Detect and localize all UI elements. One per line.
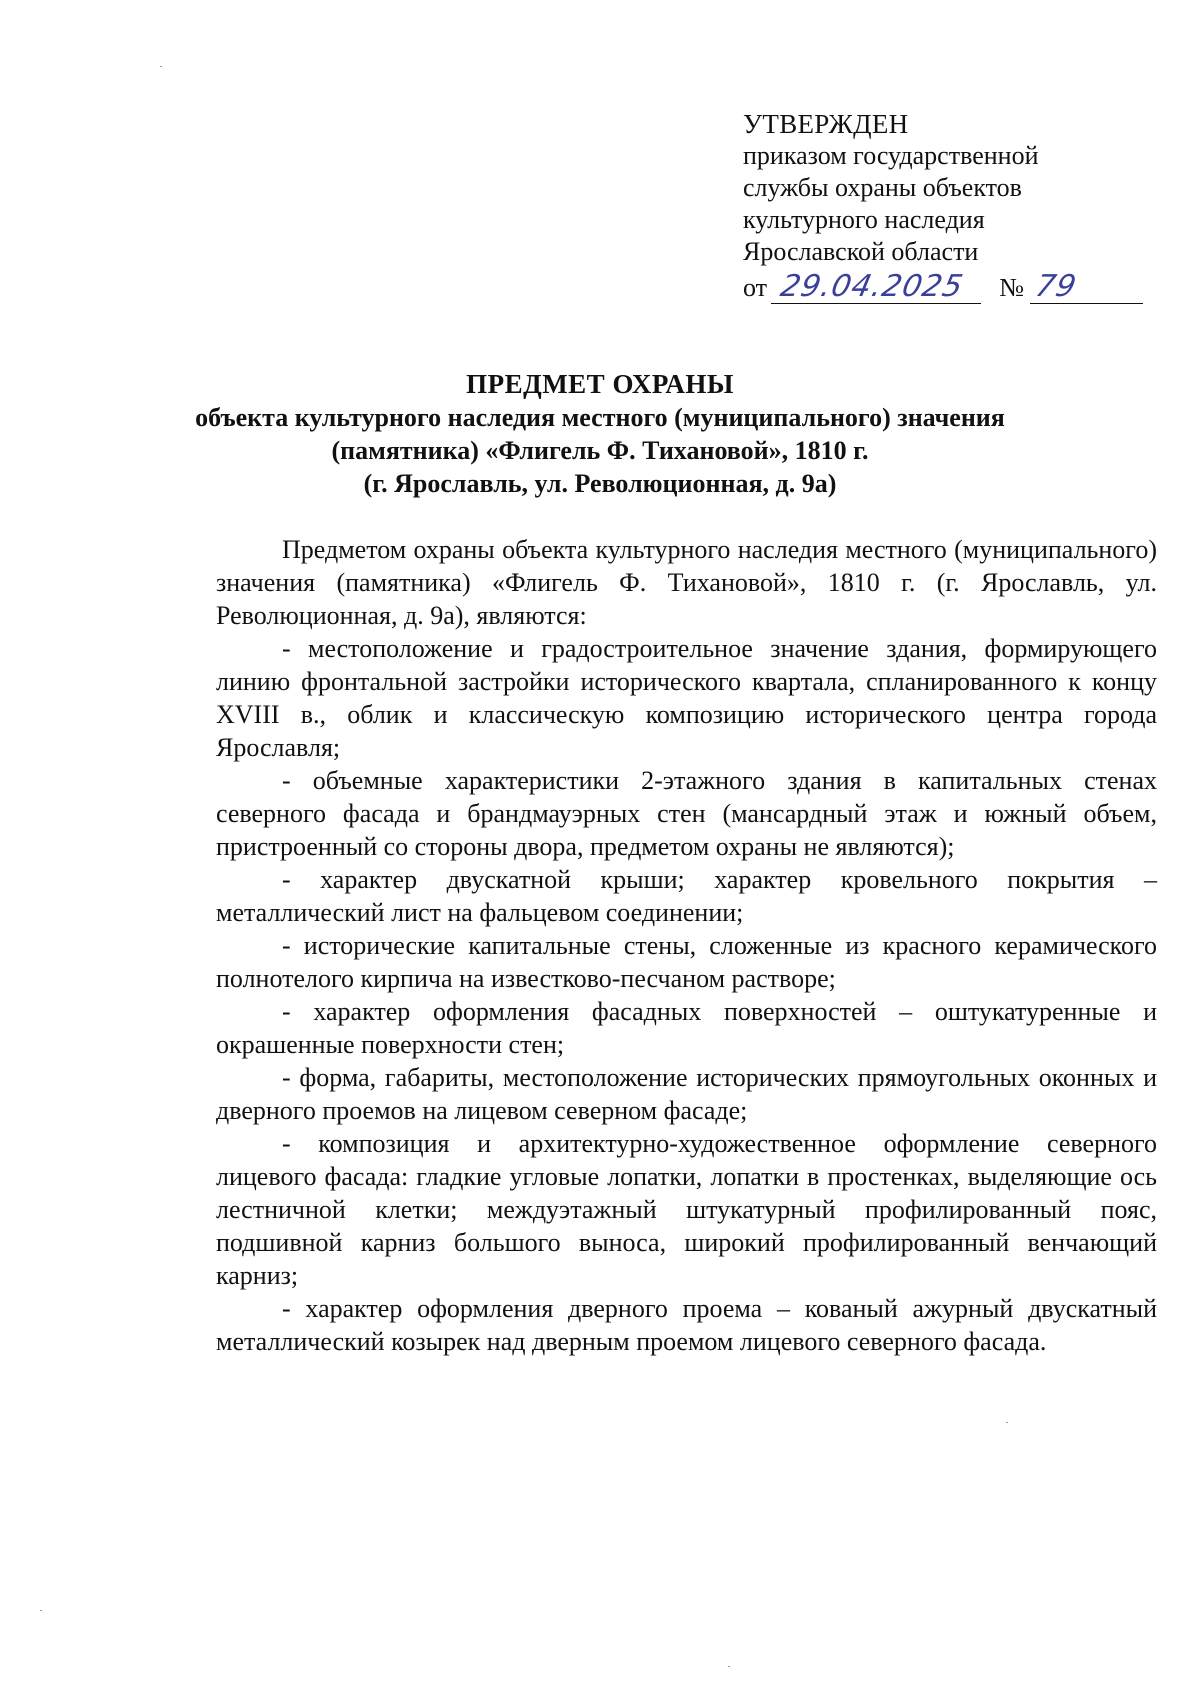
list-item: - исторические капитальные стены, сложенные из красного керамического полнотелого кирпича на известково-песчаном растворе; [216,931,1157,993]
scan-speck [728,1666,730,1667]
scan-speck [160,66,162,67]
list-item: - форма, габариты, местоположение исторических прямоугольных оконных и дверного проемов на лицевом северном фасаде; [216,1063,1157,1125]
approval-line: Ярославской области [743,237,979,266]
approval-heading: УТВЕРЖДЕН [743,109,909,139]
handwritten-number: 79 [1032,269,1081,304]
list-item: - характер оформления дверного проема – кованый ажурный двускатный металлический козырек над дверным проемом лицевого северного фасада. [216,1294,1157,1356]
list-item: - композиция и архитектурно-художественное оформление северного лицевого фасада: гладкие угловые лопатки, лопатки в простенках, выделяющие ось лестничной клетки; междуэтажный штукатурный профилированный пояс, подшивной карниз большого выноса, широкий профилированный венчающий карниз; [216,1129,1157,1290]
approval-line: службы охраны объектов [743,173,1022,202]
title-line: объекта культурного наследия местного (муниципального) значения [195,403,1005,432]
title-main: ПРЕДМЕТ ОХРАНЫ [466,369,734,399]
number-label: № [999,273,1025,302]
date-label: от [743,273,768,302]
list-item: - местоположение и градостроительное значение здания, формирующего линию фронтальной застройки исторического квартала, спланированного к концу XVIII в., облик и классическую композицию исторического центра города Ярославля; [216,634,1157,762]
title-line: (г. Ярославль, ул. Революционная, д. 9а) [363,469,837,498]
date-field [771,269,981,304]
handwritten-date: 29.04.2025 [777,269,967,304]
list-item: - объемные характеристики 2-этажного здания в капитальных стенах северного фасада и брандмауэрных стен (мансардный этаж и южный объем, пристроенный со стороны двора, предметом охраны не являются); [216,766,1157,861]
approval-line: культурного наследия [743,205,985,234]
document-title [0,368,1200,500]
list-item: - характер оформления фасадных поверхностей – оштукатуренные и окрашенные поверхности стен; [216,997,1157,1059]
scan-speck [40,1610,42,1611]
approval-line: приказом государственной [743,141,1039,170]
order-date-number-line [743,270,1143,304]
document-body [216,533,1157,1358]
title-line: (памятника) «Флигель Ф. Тихановой», 1810 г. [331,436,869,465]
intro-paragraph: Предметом охраны объекта культурного наследия местного (муниципального) значения (памятника) «Флигель Ф. Тихановой», 1810 г. (г. Ярославль, ул. Революционная, д. 9а), являются: [216,535,1157,630]
list-item: - характер двускатной крыши; характер кровельного покрытия – металлический лист на фальцевом соединении; [216,865,1157,927]
number-field [1030,269,1143,304]
approval-block [743,108,1143,304]
scan-speck [1006,1422,1008,1423]
